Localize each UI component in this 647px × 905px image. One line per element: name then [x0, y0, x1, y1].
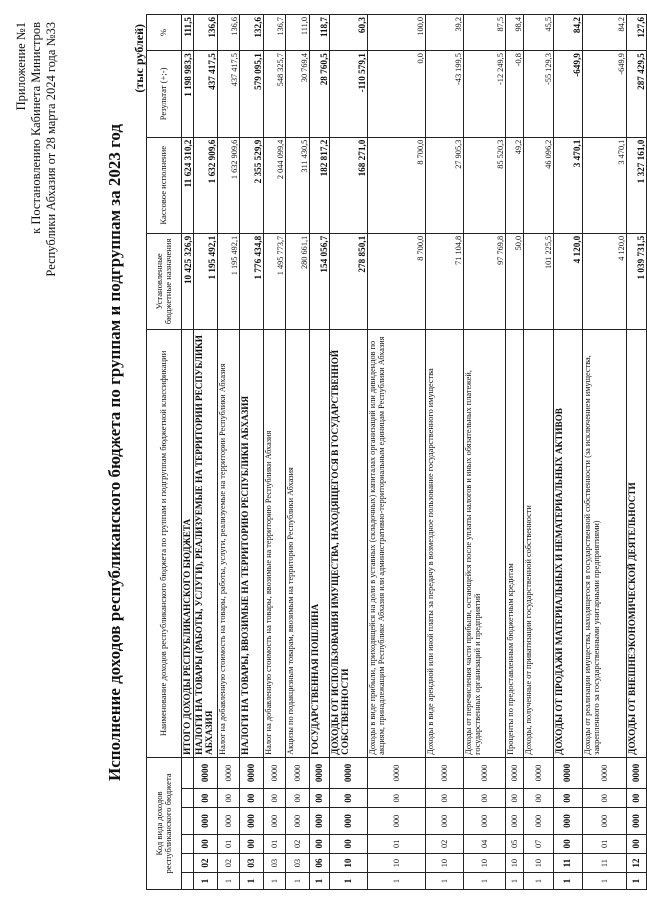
code-cell: 000: [264, 808, 286, 834]
exec-cell: 46 096,2: [524, 137, 554, 233]
code-cell: 00: [286, 789, 310, 808]
code-cell: 1: [330, 873, 368, 890]
pct-cell: 111,5: [182, 15, 194, 51]
table-row: [264, 15, 286, 890]
table-row: [218, 15, 240, 890]
revenue-name-cell: Доходы от перечисления части прибыли, остающейся после уплаты налогов и иных обязательных платежей, государственных организаций и предприятий: [464, 329, 506, 757]
exec-cell: 27 905,3: [426, 137, 464, 233]
exec-cell: 3 470,1: [583, 137, 627, 233]
code-cell: 10: [464, 853, 506, 872]
code-cell: 00: [264, 789, 286, 808]
revenue-name-cell: НАЛОГИ НА ТОВАРЫ, ВВОЗИМЫЕ НА ТЕРРИТОРИЮ РЕСПУБЛИКИ АБХАЗИЯ: [240, 329, 264, 757]
code-cell: 07: [524, 834, 554, 853]
code-cell: 00: [554, 789, 583, 808]
plan-cell: 1 195 492,1: [218, 233, 240, 329]
code-cell: 00: [310, 789, 330, 808]
revenue-table: [146, 14, 647, 890]
result-cell: -649,9: [554, 51, 583, 138]
code-cell: 03: [286, 853, 310, 872]
revenue-name-cell: Акцизы по подакцизным товарам, ввозимым на территорию Республики Абхазия: [286, 329, 310, 757]
exec-cell: 182 817,2: [310, 137, 330, 233]
code-cell: 0000: [554, 757, 583, 788]
code-cell: 0000: [506, 757, 524, 788]
revenue-name-cell: ДОХОДЫ ОТ ВНЕШНЕЭКОНОМИЧЕСКОЙ ДЕЯТЕЛЬНОСТИ: [627, 329, 647, 757]
pct-cell: 100,0: [368, 15, 426, 51]
pct-cell: 136,7: [264, 15, 286, 51]
code-cell: 02: [286, 834, 310, 853]
pct-cell: 132,6: [240, 15, 264, 51]
code-cell: 00: [218, 789, 240, 808]
table-row: [583, 15, 627, 890]
pct-cell: 45,5: [524, 15, 554, 51]
code-cell: 1: [627, 873, 647, 890]
exec-cell: 8 700,0: [368, 137, 426, 233]
pct-cell: 84,2: [583, 15, 627, 51]
exec-cell: 2 044 099,4: [264, 137, 286, 233]
code-cell: 1: [310, 873, 330, 890]
code-cell: 000: [583, 808, 627, 834]
result-cell: 287 429,5: [627, 51, 647, 138]
code-cell: 05: [506, 834, 524, 853]
pct-cell: 136,6: [218, 15, 240, 51]
code-cell: 000: [368, 808, 426, 834]
code-cell: [182, 853, 194, 872]
code-cell: 00: [583, 789, 627, 808]
code-cell: [182, 808, 194, 834]
plan-cell: 4 120,0: [554, 233, 583, 329]
code-cell: 0000: [286, 757, 310, 788]
code-cell: 000: [310, 808, 330, 834]
code-cell: 0000: [264, 757, 286, 788]
code-cell: 0000: [330, 757, 368, 788]
code-cell: 01: [218, 834, 240, 853]
code-cell: 000: [506, 808, 524, 834]
code-cell: 00: [426, 789, 464, 808]
code-cell: 000: [194, 808, 218, 834]
code-cell: 00: [240, 789, 264, 808]
code-cell: 00: [240, 834, 264, 853]
appendix-line: к Постановлению Кабинета Министров: [29, 22, 43, 234]
code-cell: 10: [426, 853, 464, 872]
plan-cell: 1 039 731,5: [627, 233, 647, 329]
exec-cell: 1 632 909,6: [218, 137, 240, 233]
code-cell: 000: [426, 808, 464, 834]
appendix-line: Республики Абхазия от 28 марта 2024 года №33: [44, 22, 58, 277]
code-cell: [182, 757, 194, 788]
pct-cell: 118,7: [310, 15, 330, 51]
code-cell: 00: [464, 789, 506, 808]
result-cell: 437 417,5: [194, 51, 218, 138]
exec-cell: 311 430,5: [286, 137, 310, 233]
code-cell: 01: [583, 834, 627, 853]
code-cell: [182, 789, 194, 808]
code-cell: 02: [218, 853, 240, 872]
exec-cell: 3 470,1: [554, 137, 583, 233]
code-cell: 1: [554, 873, 583, 890]
table-body: [182, 15, 647, 890]
revenue-name-cell: Проценты по предоставленным бюджетным кредитам: [506, 329, 524, 757]
code-cell: 00: [506, 789, 524, 808]
code-cell: 06: [310, 853, 330, 872]
plan-cell: 1 776 434,8: [240, 233, 264, 329]
code-cell: 0000: [524, 757, 554, 788]
code-cell: 0000: [464, 757, 506, 788]
pct-cell: 98,4: [506, 15, 524, 51]
plan-cell: 280 661,1: [286, 233, 310, 329]
table-row: [506, 15, 524, 890]
code-cell: 10: [368, 853, 426, 872]
plan-cell: 1 495 773,7: [264, 233, 286, 329]
table-row: [194, 15, 218, 890]
pct-cell: 39,2: [426, 15, 464, 51]
result-cell: 30 769,4: [286, 51, 310, 138]
code-cell: 1: [368, 873, 426, 890]
result-cell: 437 417,5: [218, 51, 240, 138]
result-cell: -0,8: [506, 51, 524, 138]
table-row: [310, 15, 330, 890]
code-cell: 000: [218, 808, 240, 834]
revenue-name-cell: Доходы в виде арендной или иной платы за передачу в возмездное пользование государственного имущества: [426, 329, 464, 757]
code-cell: 1: [218, 873, 240, 890]
code-cell: 04: [464, 834, 506, 853]
plan-cell: 71 104,8: [426, 233, 464, 329]
code-cell: 0000: [240, 757, 264, 788]
plan-cell: 1 195 492,1: [194, 233, 218, 329]
code-cell: 03: [264, 853, 286, 872]
code-cell: [182, 873, 194, 890]
code-cell: 00: [627, 834, 647, 853]
code-cell: 00: [627, 789, 647, 808]
code-cell: 000: [524, 808, 554, 834]
plan-cell: 154 056,7: [310, 233, 330, 329]
plan-cell: 8 700,0: [368, 233, 426, 329]
code-cell: 1: [524, 873, 554, 890]
plan-cell: 4 120,0: [583, 233, 627, 329]
exec-cell: 49,2: [506, 137, 524, 233]
pct-cell: 136,6: [194, 15, 218, 51]
code-cell: 01: [264, 834, 286, 853]
result-header: Результат (+;-): [147, 51, 182, 138]
table-row: [627, 15, 647, 890]
revenue-name-cell: ДОХОДЫ ОТ ИСПОЛЬЗОВАНИЯ ИМУЩЕСТВА, НАХОДЯЩЕГОСЯ В ГОСУДАРСТВЕННОЙ СОБСТВЕННОСТИ: [330, 329, 368, 757]
code-cell: 00: [368, 789, 426, 808]
code-cell: 10: [506, 853, 524, 872]
revenue-name-cell: Налог на добавленную стоимость на товары, ввозимые на территорию Республики Абхазия: [264, 329, 286, 757]
exec-cell: 168 271,0: [330, 137, 368, 233]
code-cell: 000: [240, 808, 264, 834]
exec-cell: 11 624 310,2: [182, 137, 194, 233]
plan-cell: 10 425 326,9: [182, 233, 194, 329]
table-row: [182, 15, 194, 890]
pct-cell: 87,5: [464, 15, 506, 51]
code-cell: 1: [264, 873, 286, 890]
code-cell: 00: [330, 789, 368, 808]
code-cell: 03: [240, 853, 264, 872]
table-row: [524, 15, 554, 890]
code-cell: 10: [330, 853, 368, 872]
appendix-line: Приложение №1: [14, 22, 28, 111]
code-cell: [182, 834, 194, 853]
code-cell: 000: [330, 808, 368, 834]
code-cell: 1: [464, 873, 506, 890]
result-cell: -110 579,1: [330, 51, 368, 138]
code-cell: 0000: [583, 757, 627, 788]
exec-header: Кассовое исполнение: [147, 137, 182, 233]
revenue-name-cell: ГОСУДАРСТВЕННАЯ ПОШЛИНА: [310, 329, 330, 757]
plan-header: Установленные бюджетные назначения: [147, 233, 182, 329]
appendix-note: [14, 22, 59, 277]
result-cell: -649,9: [583, 51, 627, 138]
code-cell: 12: [627, 853, 647, 872]
revenue-name-cell: ДОХОДЫ ОТ ПРОДАЖИ МАТЕРИАЛЬНЫХ И НЕМАТЕРИАЛЬНЫХ АКТИВОВ: [554, 329, 583, 757]
result-cell: -12 249,5: [464, 51, 506, 138]
plan-cell: 278 850,1: [330, 233, 368, 329]
code-cell: 11: [554, 853, 583, 872]
result-cell: 0,0: [368, 51, 426, 138]
plan-cell: 50,0: [506, 233, 524, 329]
code-cell: 0000: [218, 757, 240, 788]
result-cell: 548 325,7: [264, 51, 286, 138]
document-title: Исполнение доходов республиканского бюджета по группам и подгруппам за 2023 год: [105, 123, 124, 782]
units-note: (тыс рублей): [132, 24, 146, 93]
result-cell: 1 198 983,3: [182, 51, 194, 138]
code-cell: 000: [464, 808, 506, 834]
code-header: Код вида доходов республиканского бюджета: [147, 757, 182, 889]
table-row: [426, 15, 464, 890]
code-cell: 000: [554, 808, 583, 834]
code-cell: 000: [286, 808, 310, 834]
revenue-name-cell: ИТОГО ДОХОДЫ РЕСПУБЛИКАНСКОГО БЮДЖЕТА: [182, 329, 194, 757]
table-row: [240, 15, 264, 890]
exec-cell: 2 355 529,9: [240, 137, 264, 233]
pct-header: %: [147, 15, 182, 51]
result-cell: -43 199,5: [426, 51, 464, 138]
exec-cell: 85 520,3: [464, 137, 506, 233]
pct-cell: 60,3: [330, 15, 368, 51]
table-row: [330, 15, 368, 890]
pct-cell: 127,6: [627, 15, 647, 51]
code-cell: 1: [286, 873, 310, 890]
revenue-name-cell: Налог на добавленную стоимость на товары, работы, услуги, реализуемые на территории Республики Абхазия: [218, 329, 240, 757]
table-row: [464, 15, 506, 890]
code-cell: 1: [194, 873, 218, 890]
revenue-name-cell: Доходы от реализации имущества, находящегося в государственной собственности (за исключением имущества, закрепленного за государственными унитарными предприятиями): [583, 329, 627, 757]
table-row: [286, 15, 310, 890]
plan-cell: 101 225,5: [524, 233, 554, 329]
code-cell: 1: [240, 873, 264, 890]
code-cell: 00: [194, 789, 218, 808]
exec-cell: 1 327 161,0: [627, 137, 647, 233]
code-cell: 01: [368, 834, 426, 853]
code-cell: 00: [310, 834, 330, 853]
code-cell: 0000: [194, 757, 218, 788]
result-cell: 28 760,5: [310, 51, 330, 138]
code-cell: 0000: [426, 757, 464, 788]
revenue-name-cell: НАЛОГИ НА ТОВАРЫ (РАБОТЫ, УСЛУГИ), РЕАЛИЗУЕМЫЕ НА ТЕРРИТОРИИ РЕСПУБЛИКИ АБХАЗИЯ: [194, 329, 218, 757]
code-cell: 1: [506, 873, 524, 890]
code-cell: 00: [524, 789, 554, 808]
code-cell: 0000: [368, 757, 426, 788]
table-row: [368, 15, 426, 890]
code-cell: 00: [330, 834, 368, 853]
code-cell: 000: [627, 808, 647, 834]
plan-cell: 97 769,8: [464, 233, 506, 329]
code-cell: 02: [426, 834, 464, 853]
revenue-name-cell: Доходы в виде прибыли, приходящейся на доли в уставных (складочных) капиталах организаций или дивидендов по акциям, принадлежащим Республике Абхазия или административно-территориальным единицам Республики Абхазия: [368, 329, 426, 757]
code-cell: 00: [194, 834, 218, 853]
code-cell: 11: [583, 853, 627, 872]
code-cell: 02: [194, 853, 218, 872]
pct-cell: 84,2: [554, 15, 583, 51]
code-cell: 00: [554, 834, 583, 853]
code-cell: 0000: [310, 757, 330, 788]
code-cell: 10: [524, 853, 554, 872]
pct-cell: 111,0: [286, 15, 310, 51]
result-cell: -55 129,3: [524, 51, 554, 138]
table-row: [554, 15, 583, 890]
code-cell: 1: [426, 873, 464, 890]
code-cell: 1: [583, 873, 627, 890]
revenue-name-cell: Доходы, полученные от приватизации государственной собственности: [524, 329, 554, 757]
code-cell: 0000: [627, 757, 647, 788]
exec-cell: 1 632 909,6: [194, 137, 218, 233]
name-header: Наименование доходов республиканского бюджета по группам и подгруппам бюджетной классификации: [147, 329, 182, 757]
result-cell: 579 095,1: [240, 51, 264, 138]
